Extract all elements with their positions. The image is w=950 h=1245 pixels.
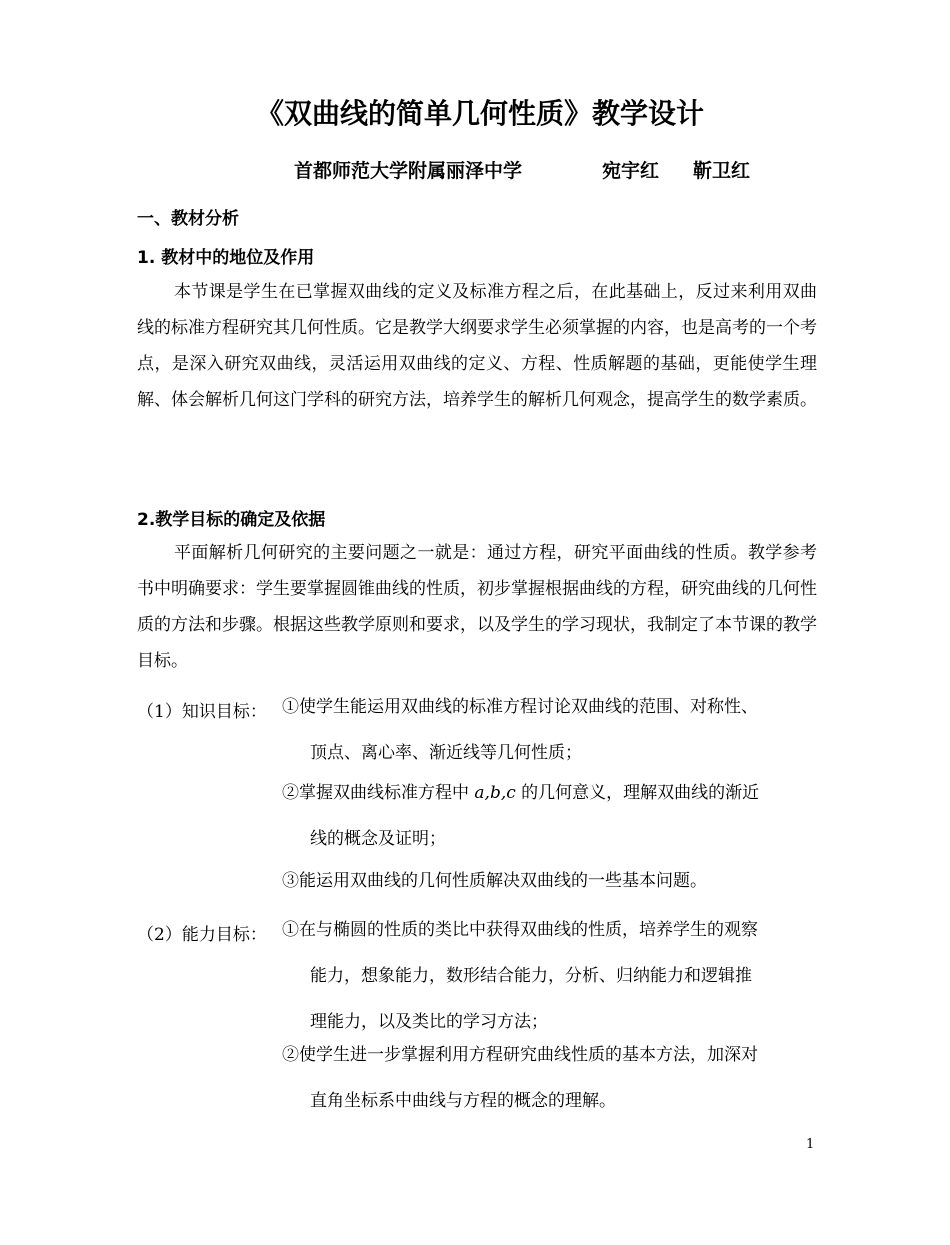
objective-line: 线的概念及证明； bbox=[310, 829, 446, 849]
subsection-heading: 1. 教材中的地位及作用 bbox=[137, 248, 315, 268]
page-number: 1 bbox=[806, 1137, 815, 1152]
objective-item bbox=[282, 770, 820, 862]
objective-text: ②掌握双曲线标准方程中 bbox=[282, 783, 475, 803]
objective-item bbox=[282, 858, 820, 904]
objective-line: ③能运用双曲线的几何性质解决双曲线的一些基本问题。 bbox=[282, 871, 707, 891]
objective-item bbox=[282, 684, 820, 776]
objective-line: 顶点、离心率、渐近线等几何性质； bbox=[310, 743, 582, 763]
paragraph: 本节课是学生在已掌握双曲线的定义及标准方程之后，在此基础上，反过来利用双曲线的标准方程研究其几何性质。它是教学大纲要求学生必须掌握的内容，也是高考的一个考点，是深入研究双曲线，灵活运用双曲线的定义、方程、性质解题的基础，更能使学生理解、体会解析几何这门学科的研究方法，培养学生的解析几何观念，提高学生的数学素质。 bbox=[137, 282, 817, 410]
objective-label: （2）能力目标： bbox=[137, 925, 267, 945]
document-title: 《双曲线的简单几何性质》教学设计 bbox=[255, 97, 704, 130]
objective-line: 能力，想象能力，数形结合能力，分析、归纳能力和逻辑推 bbox=[310, 966, 752, 986]
objective-item bbox=[282, 1032, 820, 1124]
objective-line: ①使学生能运用双曲线的标准方程讨论双曲线的范围、对称性、 bbox=[282, 697, 758, 717]
objective-text: 的几何意义，理解双曲线的渐近 bbox=[515, 783, 760, 803]
math-variables: a,b,c bbox=[474, 783, 516, 803]
objective-line: 直角坐标系中曲线与方程的概念的理解。 bbox=[310, 1091, 616, 1111]
school-name: 首都师范大学附属丽泽中学 bbox=[294, 160, 523, 182]
section-heading: 一、教材分析 bbox=[137, 209, 239, 229]
objective-line: ①在与椭圆的性质的类比中获得双曲线的性质，培养学生的观察 bbox=[282, 920, 758, 940]
objective-line: ②使学生进一步掌握利用方程研究曲线性质的基本方法，加深对 bbox=[282, 1045, 758, 1065]
author-name: 靳卫红 bbox=[693, 160, 751, 182]
paragraph: 平面解析几何研究的主要问题之一就是：通过方程，研究平面曲线的性质。教学参考书中明确要求：学生要掌握圆锥曲线的性质，初步掌握根据曲线的方程，研究曲线的几何性质的方法和步骤。根据这些教学原则和要求，以及学生的学习现状，我制定了本节课的教学目标。 bbox=[137, 543, 817, 671]
author-line bbox=[294, 156, 750, 183]
objective-line: 理能力，以及类比的学习方法； bbox=[310, 1012, 548, 1032]
objective-label: （1）知识目标： bbox=[137, 702, 267, 722]
subsection-heading: 2.教学目标的确定及依据 bbox=[137, 510, 326, 530]
author-name: 宛宇红 bbox=[602, 160, 660, 182]
objective-item bbox=[282, 907, 820, 1045]
